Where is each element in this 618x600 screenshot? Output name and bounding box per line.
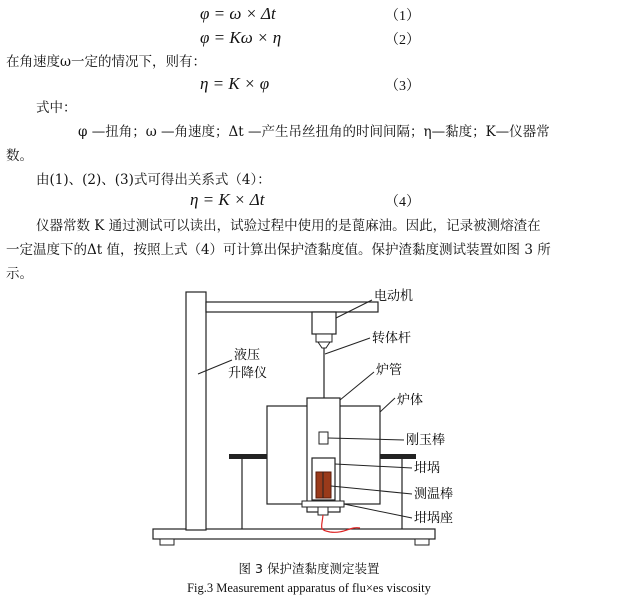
label-motor: 电动机 <box>374 289 414 304</box>
label-lift-2: 升降仪 <box>228 366 268 381</box>
equation-2-number: （2） <box>385 33 420 48</box>
equation-2: φ = Kω × η <box>200 28 282 47</box>
label-thermo: 测温棒 <box>414 487 454 502</box>
equation-4: η = K × Δt <box>190 190 265 209</box>
right-support-arm <box>380 454 416 459</box>
corundum-rod <box>319 432 328 444</box>
left-support-arm <box>229 454 267 459</box>
apparatus-diagram <box>0 282 618 582</box>
equation-4-number: （4） <box>385 195 420 210</box>
equation-3: η = K × φ <box>200 74 270 93</box>
base-foot-left <box>160 539 174 545</box>
leader-furnace <box>380 398 395 412</box>
definitions-line-2: 数。 <box>6 148 33 164</box>
label-lift-1: 液压 <box>234 348 261 363</box>
figure-caption-english: Fig.3 Measurement apparatus of flu×es viscosity <box>187 581 431 595</box>
equation-3-number: （3） <box>385 79 420 94</box>
paragraph-line-1: 仪器常数 K 通过测试可以读出，试验过程中使用的是蓖麻油。因此，记录被测熔渣在 <box>36 218 541 234</box>
crucible-seat <box>302 501 344 507</box>
paragraph-line-2: 一定温度下的Δt 值，按照上式（4）可计算出保护渣黏度值。保护渣黏度测试装置如图 3 所 <box>6 242 551 258</box>
label-rod: 转体杆 <box>372 331 412 346</box>
label-tube: 炉管 <box>376 363 403 378</box>
crucible-seat-stem <box>318 507 328 515</box>
top-arm <box>206 302 378 312</box>
label-corundum: 刚玉棒 <box>406 433 446 448</box>
equation-1-number: （1） <box>385 9 420 24</box>
figure-caption-chinese: 图 3 保护渣黏度测定装置 <box>238 561 380 576</box>
definitions-line-1: φ —扭角；ω —角速度；Δt —产生吊丝扭角的时间间隔；η—黏度；K—仪器常 <box>78 124 550 140</box>
intro-text: 在角速度ω一定的情况下，则有： <box>6 54 207 70</box>
label-furnace: 炉体 <box>397 393 424 408</box>
label-crucible: 坩埚 <box>414 461 441 476</box>
motor-lower <box>316 334 332 342</box>
motor <box>312 312 336 334</box>
derive-text: 由(1)、(2)、(3)式可得出关系式（4）： <box>36 172 271 188</box>
equation-1: φ = ω × Δt <box>200 4 276 23</box>
lift-pillar <box>186 292 206 530</box>
label-seat: 坩埚座 <box>414 511 454 526</box>
leader-tube <box>340 372 374 400</box>
motor-coupling <box>318 342 330 348</box>
where-text: 式中： <box>36 100 77 116</box>
paragraph-line-3: 示。 <box>6 266 33 282</box>
base-foot-right <box>415 539 429 545</box>
